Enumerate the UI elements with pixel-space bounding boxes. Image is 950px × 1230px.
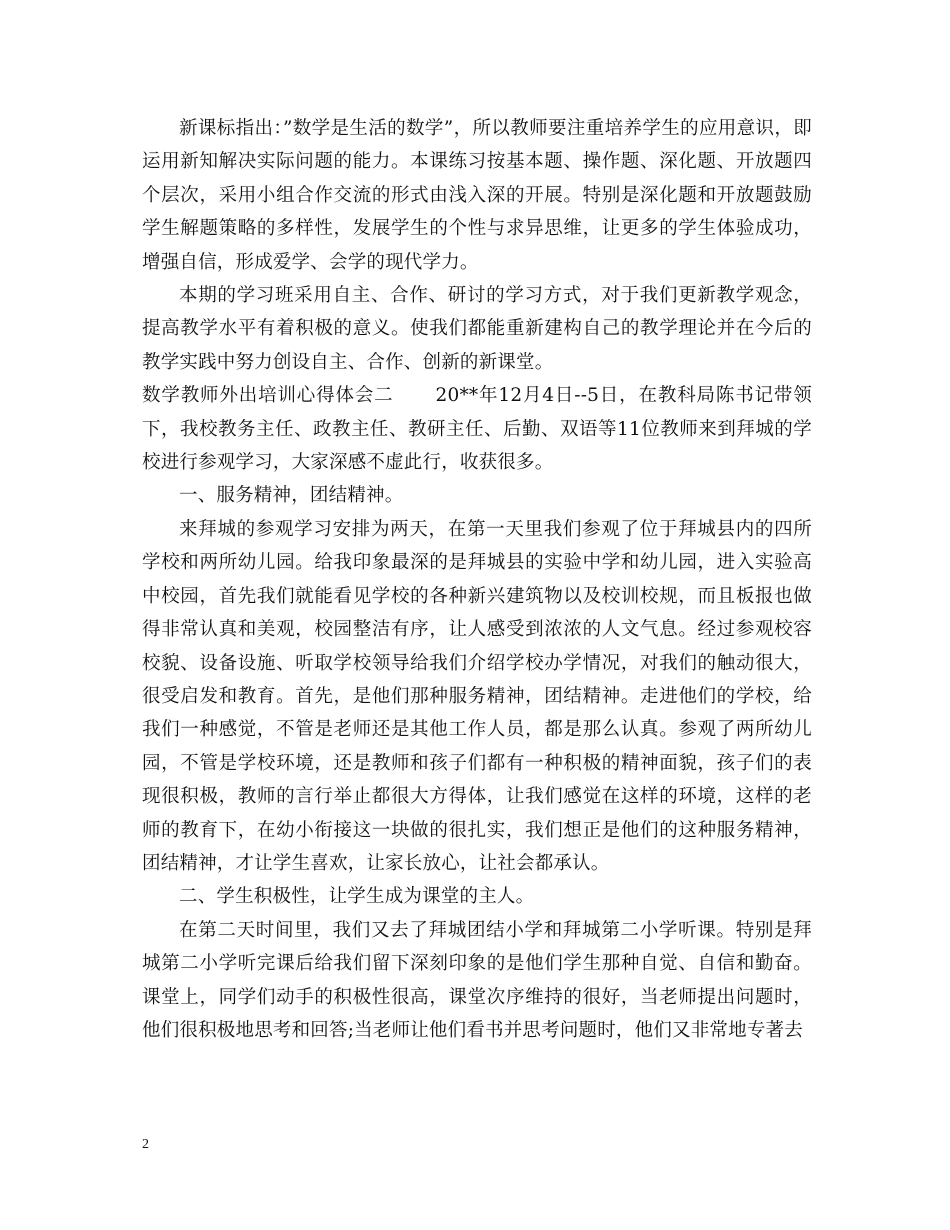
document-body (142, 112, 812, 1047)
section-heading-student-initiative: 二、学生积极性，让学生成为课堂的主人。 (179, 886, 535, 908)
paragraph-new-curriculum: 新课标指出：”数学是生活的数学”，所以教师要注重培养学生的应用意识，即运用新知解决实际问题的能力。本课练习按基本题、操作题、深化题、开放题四个层次，采用小组合作交流的形式由浅入深的开展。特别是深化题和开放题鼓励学生解题策略的多样性，发展学生的个性与求异思维，让更多的学生体验成功，增强自信，形成爱学、会学的现代学力。 (142, 118, 812, 273)
training-intro-text: 20**年12月4日--5日，在教科局陈书记带领下，我校教务主任、政教主任、教研主任、后勤、双语等11位教师来到拜城的学校进行参观学习，大家深感不虚此行，收获很多。 (142, 385, 812, 474)
paragraph-second-day-visit: 在第二天时间里，我们又去了拜城团结小学和拜城第二小学听课。特别是拜城第二小学听完课后给我们留下深刻印象的是他们学生那种自觉、自信和勤奋。课堂上，同学们动手的积极性很高，课堂次序维持的很好，当老师提出问题时，他们很积极地思考和回答;当老师让他们看书并思考问题时，他们又非常地专著去 (142, 919, 812, 1041)
article-heading: 数学教师外出培训心得体会二 (142, 385, 394, 407)
paragraph-study-class: 本期的学习班采用自主、合作、研讨的学习方式，对于我们更新教学观念，提高教学水平有着积极的意义。使我们都能重新建构自己的教学理论并在今后的教学实践中努力创设自主、合作、创新的新课堂。 (142, 285, 812, 373)
page-number: 2 (142, 1137, 149, 1152)
paragraph-first-day-visit: 来拜城的参观学习安排为两天，在第一天里我们参观了位于拜城县内的四所学校和两所幼儿园。给我印象最深的是拜城县的实验中学和幼儿园，进入实验高中校园，首先我们就能看见学校的各种新兴建筑物以及校训校规，而且板报也做得非常认真和美观，校园整洁有序，让人感受到浓浓的人文气息。经过参观校容校貌、设备设施、听取学校领导给我们介绍学校办学情况，对我们的触动很大，很受启发和教育。首先，是他们那种服务精神，团结精神。走进他们的学校，给我们一种感觉，不管是老师还是其他工作人员，都是那么认真。参观了两所幼儿园，不管是学校环境，还是教师和孩子们都有一种积极的精神面貌，孩子们的表现很积极，教师的言行举止都很大方得体，让我们感觉在这样的环境，这样的老师的教育下，在幼小衔接这一块做的很扎实，我们想正是他们的这种服务精神，团结精神，才让学生喜欢，让家长放心，让社会都承认。 (142, 518, 812, 874)
paragraph-training-intro (142, 379, 812, 479)
section-heading-service-spirit: 一、服务精神，团结精神。 (179, 485, 404, 507)
